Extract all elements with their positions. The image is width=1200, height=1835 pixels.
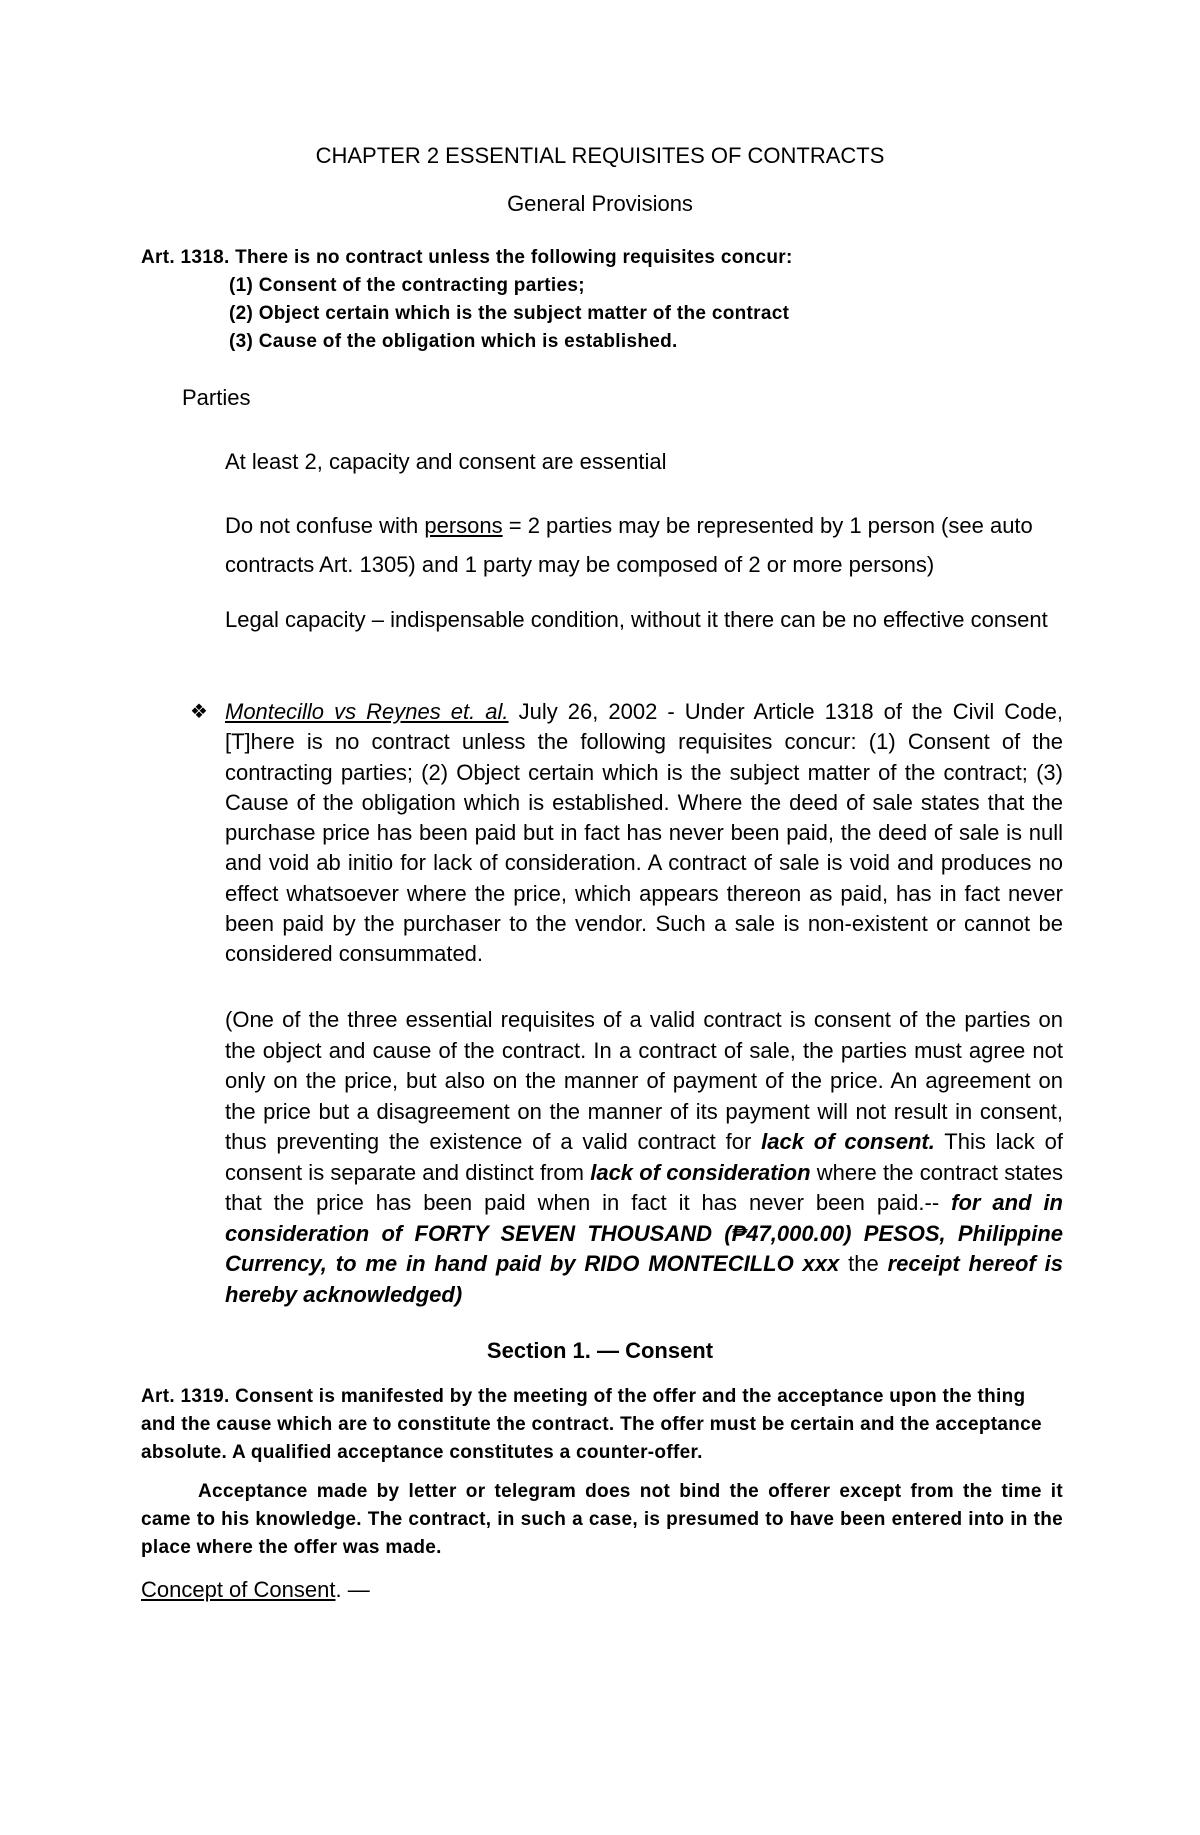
requisite-item: (3) Cause of the obligation which is established.: [229, 331, 678, 352]
concept-suffix: . —: [335, 1577, 370, 1602]
parties-paragraph-2: [225, 506, 1065, 584]
section-heading: Section 1. — Consent: [486, 1338, 714, 1363]
concept-heading: [141, 1577, 370, 1603]
article-1319-paragraph-1: Art. 1319. Consent is manifested by the meeting of the offer and the acceptance upon the thing and the cause which are to constitute the contract. The offer must be certain and the acceptance absolute. A qualified acceptance constitutes a counter-offer.: [141, 1386, 1042, 1463]
article-1318-head: Art. 1318. There is no contract unless the following requisites concur:: [141, 247, 793, 268]
section-subtitle: General Provisions: [507, 191, 693, 216]
note-emphasis: for and in consideration of FORTY SEVEN THOUSAND (₱47,000.00) PESOS, Philippine Currency, to me in hand paid by RIDO MONTECILLO xxx: [225, 1190, 1063, 1276]
case-paragraph: [225, 697, 1063, 970]
note-text: where the contract states that the price has been paid when in fact it has never been paid.--: [225, 1159, 1063, 1215]
paragraph-text: = 2 parties may be represented by 1 person (see auto contracts Art. 1305) and 1 party may be composed of 2 or more persons): [225, 513, 1033, 577]
note-paragraph: [225, 1005, 1063, 1310]
paragraph-text: Do not confuse with: [225, 513, 425, 538]
persons-term: persons: [424, 513, 503, 538]
note-emphasis: lack of consent.: [761, 1129, 935, 1154]
note-text: This lack of consent is separate and distinct from: [225, 1129, 1063, 1185]
chapter-title: CHAPTER 2 ESSENTIAL REQUISITES OF CONTRACTS: [315, 143, 885, 168]
case-name: Montecillo vs Reynes et. al.: [225, 699, 509, 724]
article-1319-paragraph-2: Acceptance made by letter or telegram does not bind the offerer except from the time it came to his knowledge. The contract, in such a case, is presumed to have been entered into in the place where the offer was made.: [141, 1481, 1063, 1558]
requisite-item: (1) Consent of the contracting parties;: [229, 275, 585, 296]
parties-paragraph-3: Legal capacity – indispensable condition, without it there can be no effective consent: [225, 607, 1048, 632]
diamond-bullet-icon: ❖: [190, 701, 208, 723]
note-emphasis: lack of consideration: [590, 1159, 811, 1185]
case-text: July 26, 2002 - Under Article 1318 of the Civil Code, [T]here is no contract unless the following requisites concur: (1) Consent of the contracting parties; (2) Object certain which is the subject matter of the contract; (3) Cause of the obligation which is established. Where the deed of sale states that the purchase price has been paid but in fact has never been paid, the deed of sale is null and void ab initio for lack of consideration. A contract of sale is void and produces no effect whatsoever where the price, which appears thereon as paid, has in fact never been paid by the purchaser to the vendor. Such a sale is non-existent or cannot be considered consummated.: [225, 699, 1063, 967]
note-text: the: [839, 1251, 888, 1276]
concept-label: Concept of Consent: [141, 1577, 336, 1602]
article-1318: [141, 244, 1066, 356]
note-text: (One of the three essential requisites of a valid contract is consent of the parties on the object and cause of the contract. In a contract of sale, the parties must agree not only on the price, but also on the manner of payment of the price. An agreement on the price but a disagreement on the manner of its payment will not result in consent, thus preventing the existence of a valid contract for: [225, 1007, 1063, 1154]
parties-heading: Parties: [182, 385, 251, 410]
parties-paragraph-1: At least 2, capacity and consent are essential: [225, 449, 667, 474]
requisite-item: (2) Object certain which is the subject matter of the contract: [229, 303, 790, 324]
note-emphasis: receipt hereof is hereby acknowledged): [225, 1251, 1063, 1307]
